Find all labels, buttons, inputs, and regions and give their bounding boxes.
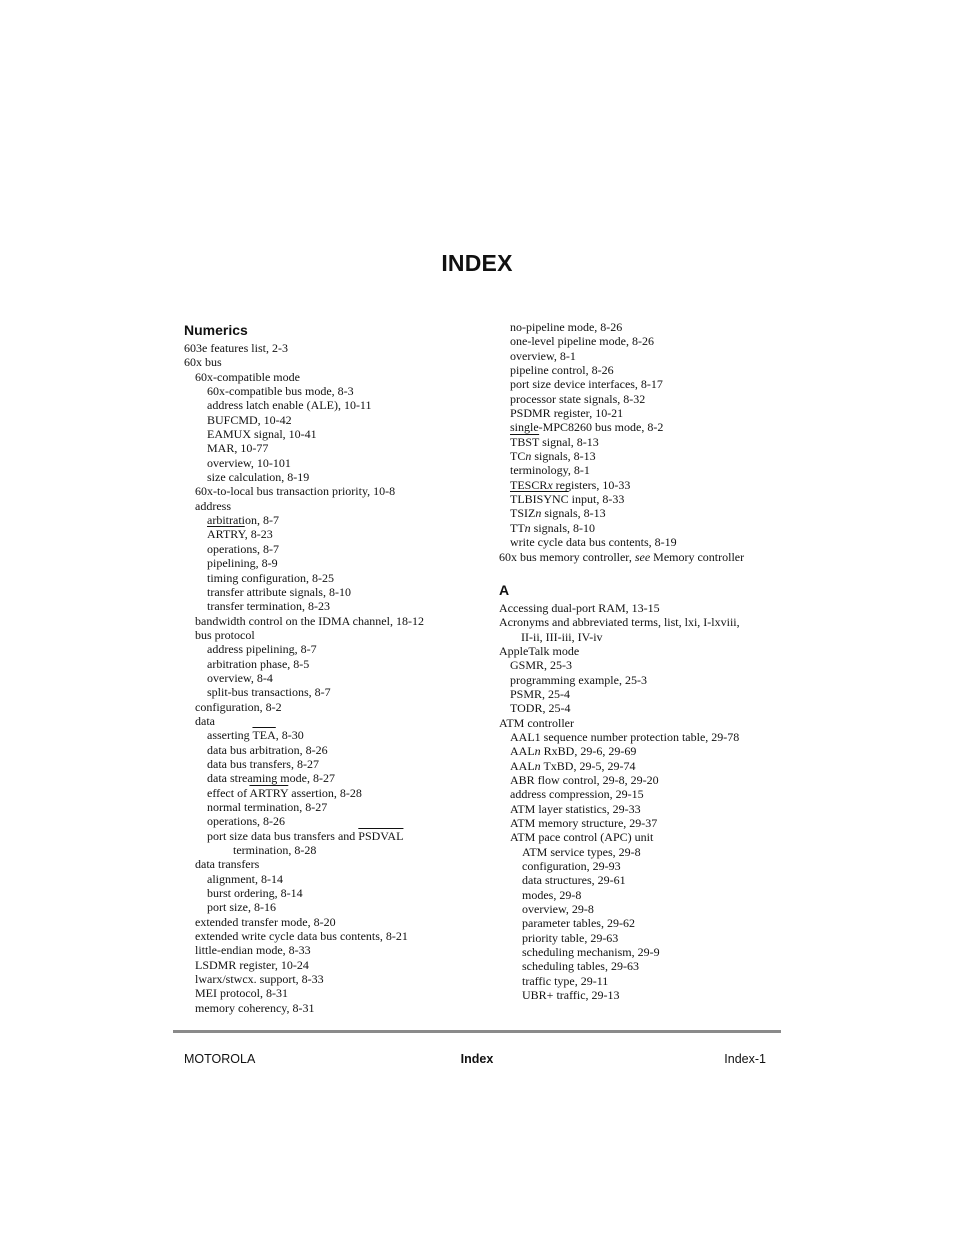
index-entry-text: extended write cycle data bus contents, 8-21 [195, 929, 408, 944]
index-entry [184, 771, 494, 785]
index-entry [184, 900, 494, 914]
index-entry-text: TSIZ [510, 506, 536, 521]
index-entry-text: Memory controller [650, 549, 745, 564]
index-entry [499, 816, 799, 830]
index-entry-text: memory coherency, 8-31 [195, 1000, 315, 1015]
index-entry-text: normal termination, 8-27 [207, 800, 328, 814]
index-entry-text: bandwidth control on the IDMA channel, 18-12 [195, 613, 424, 628]
signal-name-overbar: TBST [510, 434, 540, 449]
index-entry [184, 929, 494, 943]
index-entry-text: write cycle data bus contents, 8-19 [510, 535, 677, 550]
index-entry-text: port size, 8-16 [207, 900, 276, 915]
index-entry [499, 658, 799, 672]
index-column-right [499, 320, 799, 1002]
index-entry [499, 773, 799, 787]
index-entry [499, 478, 799, 492]
index-entry [184, 757, 494, 771]
index-entry-text: registers, 10-33 [552, 477, 631, 492]
index-entry [499, 435, 799, 449]
index-entry-text: transfer termination, 8-23 [207, 599, 330, 614]
index-entry-text: 60x-compatible bus mode, 8-3 [207, 384, 354, 399]
index-entry-text: input, 8-33 [568, 492, 625, 507]
index-entry [184, 571, 494, 585]
index-entry-text: AAL1 sequence number protection table, 29-78 [510, 729, 740, 744]
index-entry [499, 744, 799, 758]
index-entry-text: 60x-to-local bus transaction priority, 10-8 [195, 484, 396, 499]
footer-rule [173, 1030, 781, 1033]
index-entry [499, 420, 799, 434]
index-entry [499, 701, 799, 715]
index-entry-text: operations, 8-7 [207, 541, 279, 556]
index-entry-text: 60x bus [184, 355, 222, 370]
index-entry-text: n [535, 506, 542, 521]
index-entry-text: effect of [207, 785, 250, 800]
index-entry [184, 972, 494, 986]
index-entry [499, 830, 799, 844]
index-entry [184, 456, 494, 470]
index-entry-text: traffic type, 29-11 [522, 973, 609, 988]
index-entry-text: n [534, 758, 541, 773]
index-entry [184, 628, 494, 642]
index-entry-text: address [195, 498, 231, 513]
index-entry-text: no-pipeline mode, 8-26 [510, 320, 623, 334]
signal-name-overbar: TLBISYNC [510, 492, 569, 507]
index-entry-text: programming example, 25-3 [510, 672, 647, 687]
index-entry-text: burst ordering, 8-14 [207, 886, 303, 901]
index-entry-text: TODR, 25-4 [510, 701, 571, 716]
index-entry-text: port size data bus transfers and [207, 828, 359, 843]
index-entry [499, 377, 799, 391]
index-entry [499, 615, 799, 629]
index-entry [184, 527, 494, 541]
index-entry-text: one-level pipeline mode, 8-26 [510, 334, 654, 349]
index-entry [499, 730, 799, 744]
index-entry [499, 392, 799, 406]
index-entry-text: n [525, 449, 532, 464]
index-entry [184, 943, 494, 957]
index-entry-text: parameter tables, 29-62 [522, 916, 635, 931]
index-entry [184, 599, 494, 613]
index-entry-text: LSDMR register, 10-24 [195, 957, 309, 972]
index-entry [499, 406, 799, 420]
index-entry-text: MEI protocol, 8-31 [195, 986, 288, 1001]
index-entry [499, 630, 799, 644]
index-entry-text: operations, 8-26 [207, 814, 285, 829]
index-entry [184, 341, 494, 355]
index-entry-text: AAL [510, 758, 535, 773]
index-entry-text: data bus transfers, 8-27 [207, 756, 319, 771]
index-entry-text: II-ii, III-iii, IV-iv [521, 629, 603, 644]
index-entry [499, 550, 799, 564]
index-entry-text: overview, 8-4 [207, 670, 273, 685]
index-entry [499, 334, 799, 348]
index-entry-text: ABR flow control, 29-8, 29-20 [510, 772, 659, 787]
index-entry [184, 427, 494, 441]
index-entry [499, 673, 799, 687]
index-entry [184, 384, 494, 398]
index-entry [184, 642, 494, 656]
index-entry-text: signal, 8-13 [539, 434, 599, 449]
index-entry [499, 802, 799, 816]
section-heading-a: A [499, 581, 510, 598]
index-entry-text: data transfers [195, 857, 260, 872]
index-entry-text: AAL [510, 744, 535, 759]
index-entry [499, 845, 799, 859]
index-entry [499, 320, 799, 334]
index-entry-text: EAMUX signal, 10-41 [207, 427, 317, 442]
index-entry-text: AppleTalk mode [499, 643, 580, 658]
index-entry [184, 542, 494, 556]
index-entry-text: n [524, 520, 531, 535]
index-entry-text: ATM service types, 29-8 [522, 844, 641, 859]
index-entry-text: alignment, 8-14 [207, 871, 283, 886]
index-entry-text: data structures, 29-61 [522, 873, 626, 888]
index-entry [184, 470, 494, 484]
index-entry [184, 843, 494, 857]
index-entry-text: split-bus transactions, 8-7 [207, 685, 331, 700]
index-entry-text: ATM memory structure, 29-37 [510, 816, 658, 830]
index-entry-text: scheduling mechanism, 29-9 [522, 945, 660, 960]
index-entry-text: extended transfer mode, 8-20 [195, 914, 336, 929]
index-entry [184, 413, 494, 427]
index-entry-text: lwarx/stwcx. support, 8-33 [195, 972, 324, 987]
index-entry [184, 915, 494, 929]
index-entry-text: TT [510, 520, 525, 535]
index-entry [184, 728, 494, 742]
index-entry [499, 759, 799, 773]
index-entry-text: 60x bus memory controller, [499, 549, 635, 564]
index-entry [184, 743, 494, 757]
index-entry-text: data streaming mode, 8-27 [207, 771, 335, 786]
index-entry-text: Accessing dual-port RAM, 13-15 [499, 600, 660, 615]
index-entry-text: port size device interfaces, 8-17 [510, 377, 663, 392]
index-entry-text: scheduling tables, 29-63 [522, 959, 639, 974]
index-entry-text: signals, 8-13 [541, 506, 606, 521]
index-entry [184, 857, 494, 871]
index-entry-text: size calculation, 8-19 [207, 470, 310, 485]
index-entry-text: address pipelining, 8-7 [207, 642, 317, 657]
footer-page-number: Index-1 [724, 1052, 766, 1066]
index-entry-text: pipeline control, 8-26 [510, 363, 614, 378]
index-entry-text: overview, 29-8 [522, 902, 594, 917]
index-entry-text: terminology, 8-1 [510, 463, 590, 478]
signal-name-overbar: PSDVAL [358, 828, 404, 843]
footer-publisher: MOTOROLA [184, 1052, 256, 1066]
index-entry [184, 800, 494, 814]
index-entry-text: x [547, 477, 553, 492]
index-entry [184, 700, 494, 714]
entry-list-numerics [184, 341, 494, 1015]
index-entry [499, 873, 799, 887]
entry-list-numerics-continued [499, 320, 799, 564]
index-entry [499, 449, 799, 463]
index-entry [184, 513, 494, 527]
index-entry-text: n [534, 744, 541, 759]
index-entry-text: termination, 8-28 [233, 843, 317, 858]
index-entry-text: pipelining, 8-9 [207, 556, 278, 571]
index-entry-text: signals, 8-13 [531, 449, 596, 464]
index-entry [184, 355, 494, 369]
index-entry-text: arbitration phase, 8-5 [207, 656, 310, 671]
index-entry-text: , 8-23 [244, 527, 273, 542]
index-entry [184, 829, 494, 843]
index-entry [184, 1001, 494, 1015]
footer-section-name: Index [460, 1052, 494, 1066]
index-entry [184, 714, 494, 728]
index-entry-text: signals, 8-10 [530, 520, 596, 535]
index-entry [184, 441, 494, 455]
page-title: INDEX [441, 250, 513, 276]
index-entry-text: see [634, 549, 651, 564]
index-entry-text: PSMR, 25-4 [510, 686, 571, 701]
index-column-left [184, 320, 494, 1015]
index-entry-text: address compression, 29-15 [510, 787, 644, 802]
index-entry-text: ATM layer statistics, 29-33 [510, 801, 641, 816]
index-entry [499, 535, 799, 549]
index-entry [499, 902, 799, 916]
index-entry [499, 349, 799, 363]
index-entry [184, 398, 494, 412]
index-entry-text: assertion, 8-28 [288, 785, 362, 800]
index-entry [184, 986, 494, 1000]
index-entry-text: transfer attribute signals, 8-10 [207, 584, 351, 599]
index-entry [499, 492, 799, 506]
index-entry-text: processor state signals, 8-32 [510, 391, 646, 406]
index-entry [499, 945, 799, 959]
index-entry [184, 556, 494, 570]
index-entry [499, 888, 799, 902]
index-entry [184, 499, 494, 513]
index-entry-text: overview, 10-101 [207, 455, 291, 470]
index-entry [184, 585, 494, 599]
index-entry-text: MAR, 10-77 [207, 441, 269, 456]
index-entry [499, 859, 799, 873]
index-entry-text: ATM controller [499, 715, 574, 730]
index-entry [499, 363, 799, 377]
index-entry-text: 603e features list, 2-3 [184, 341, 288, 355]
index-entry-text: 60x-compatible mode [195, 369, 300, 384]
signal-name-overbar: ARTRY [249, 785, 289, 800]
index-entry-text: UBR+ traffic, 29-13 [522, 988, 620, 1003]
index-entry [499, 974, 799, 988]
index-entry-text: PSDMR register, 10-21 [510, 406, 624, 421]
index-entry-text: GSMR, 25-3 [510, 658, 573, 673]
index-entry [184, 657, 494, 671]
index-entry [499, 716, 799, 730]
index-entry [184, 786, 494, 800]
index-entry-text: Acronyms and abbreviated terms, list, lxi, I-lxviii, [499, 615, 740, 630]
index-entry-text: asserting [207, 728, 253, 743]
index-entry [184, 814, 494, 828]
index-entry [184, 685, 494, 699]
index-entry [499, 463, 799, 477]
index-entry [499, 916, 799, 930]
index-entry [499, 644, 799, 658]
section-heading-numerics: Numerics [184, 322, 248, 338]
index-entry [499, 931, 799, 945]
index-entry [499, 988, 799, 1002]
index-entry-text: data [195, 713, 215, 728]
index-entry-text: RxBD, 29-6, 29-69 [540, 744, 637, 759]
index-entry-text: single-MPC8260 bus mode, 8-2 [510, 420, 664, 435]
index-entry [499, 959, 799, 973]
index-entry [499, 601, 799, 615]
index-entry-text: , 8-30 [275, 728, 304, 743]
index-entry [184, 370, 494, 384]
index-entry-text: little-endian mode, 8-33 [195, 943, 311, 958]
index-entry-text: address latch enable (ALE), 10-11 [207, 398, 372, 413]
index-entry-text: TxBD, 29-5, 29-74 [540, 758, 636, 773]
index-entry [499, 521, 799, 535]
index-entry-text: TESCR [510, 477, 548, 492]
index-entry-text: data bus arbitration, 8-26 [207, 742, 328, 757]
index-entry [184, 614, 494, 628]
index-entry-text: priority table, 29-63 [522, 930, 619, 945]
signal-name-overbar: $\overline{TEA}$ [252, 728, 276, 743]
index-entry [499, 687, 799, 701]
entry-list-a [499, 601, 799, 1003]
index-entry-text: configuration, 29-93 [522, 859, 621, 874]
index-entry [184, 872, 494, 886]
index-entry [184, 886, 494, 900]
index-entry-text: arbitration, 8-7 [207, 513, 279, 528]
index-entry [499, 787, 799, 801]
signal-name-overbar: ARTRY [207, 527, 245, 542]
index-entry-text: TC [510, 449, 526, 464]
index-entry [499, 506, 799, 520]
index-entry-text: overview, 8-1 [510, 348, 576, 363]
index-entry-text: ATM pace control (APC) unit [510, 830, 654, 845]
index-entry-text: modes, 29-8 [522, 887, 582, 902]
index-entry [184, 958, 494, 972]
index-entry-text: configuration, 8-2 [195, 699, 282, 714]
index-entry [184, 671, 494, 685]
index-entry [184, 484, 494, 498]
index-entry-text: BUFCMD, 10-42 [207, 412, 292, 427]
index-entry-text: bus protocol [195, 627, 255, 642]
index-entry-text: timing configuration, 8-25 [207, 570, 334, 585]
